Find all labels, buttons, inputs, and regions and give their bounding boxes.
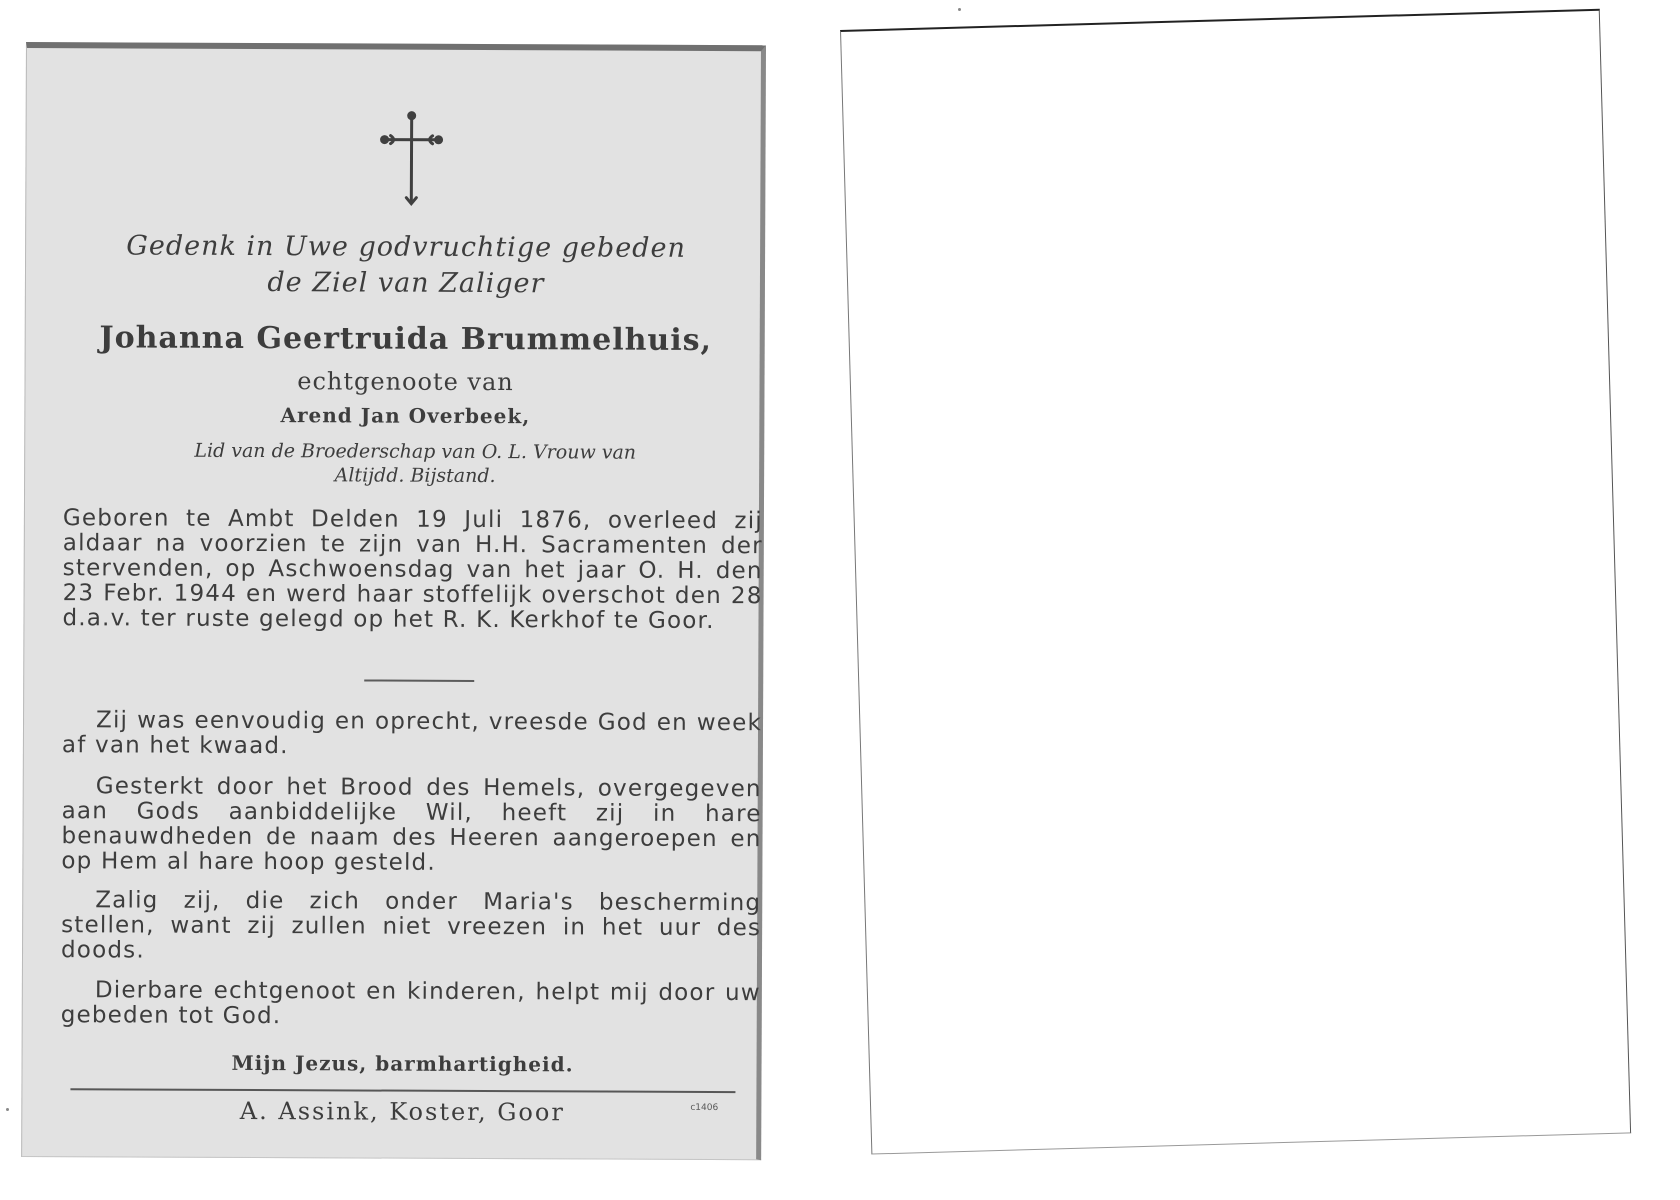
printer-credit: A. Assink, Koster, Goor xyxy=(239,1096,565,1127)
membership-line-2: Altijdd. Bijstand. xyxy=(334,464,496,488)
paragraph-3: Zalig zij, die zich onder Maria's bescherming stellen, want zij zullen niet vreezen in het uur des doods. xyxy=(60,887,762,964)
spouse-name: Arend Jan Overbeek, xyxy=(280,403,531,429)
paragraph-2: Gesterkt door het Brood des Hemels, overgegeven aan Gods aanbiddelijke Wil, heeft zij in hare benauwdheden de naam des Heeren aangeroepen en op Hem al hare hoop gesteld. xyxy=(61,773,762,876)
closing-prayer: Mijn Jezus, barmhartigheid. xyxy=(231,1050,574,1077)
membership-line-1: Lid van de Broederschap van O. L. Vrouw van xyxy=(194,439,637,464)
biography-text: Geboren te Ambt Delden 19 Juli 1876, overleed zij aldaar na voorzien te zijn van H.H. Sacramenten der stervenden, op Aschwoensdag van het jaar O. H. den 23 Febr. 1944 en werd haar stoffelijk overschot den 28 d.a.v. ter ruste gelegd op het R. K. Kerkhof te Goor. xyxy=(62,505,763,635)
print-code: c1406 xyxy=(690,1102,719,1114)
paragraph-4: Dierbare echtgenoot en kinderen, helpt mij door uw gebeden tot God. xyxy=(60,977,761,1030)
intro-text xyxy=(66,228,746,303)
cross-icon xyxy=(376,110,446,210)
footer-rule xyxy=(70,1088,735,1093)
memorial-card-front xyxy=(21,42,766,1160)
paragraph-1: Zij was eenvoudig en oprecht, vreesde God en week af van het kwaad. xyxy=(61,707,763,760)
scan-speck xyxy=(6,1108,9,1111)
scan-speck xyxy=(958,8,961,11)
intro-line-1: Gedenk in Uwe godvruchtige gebeden xyxy=(126,230,686,264)
memorial-card-back xyxy=(840,9,1631,1155)
membership-text xyxy=(85,438,745,489)
intro-line-2: de Ziel van Zaliger xyxy=(267,267,545,300)
divider-rule xyxy=(364,679,474,681)
deceased-name: Johanna Geertruida Brummelhuis, xyxy=(99,320,713,358)
spouse-label: echtgenoote van xyxy=(297,367,514,397)
